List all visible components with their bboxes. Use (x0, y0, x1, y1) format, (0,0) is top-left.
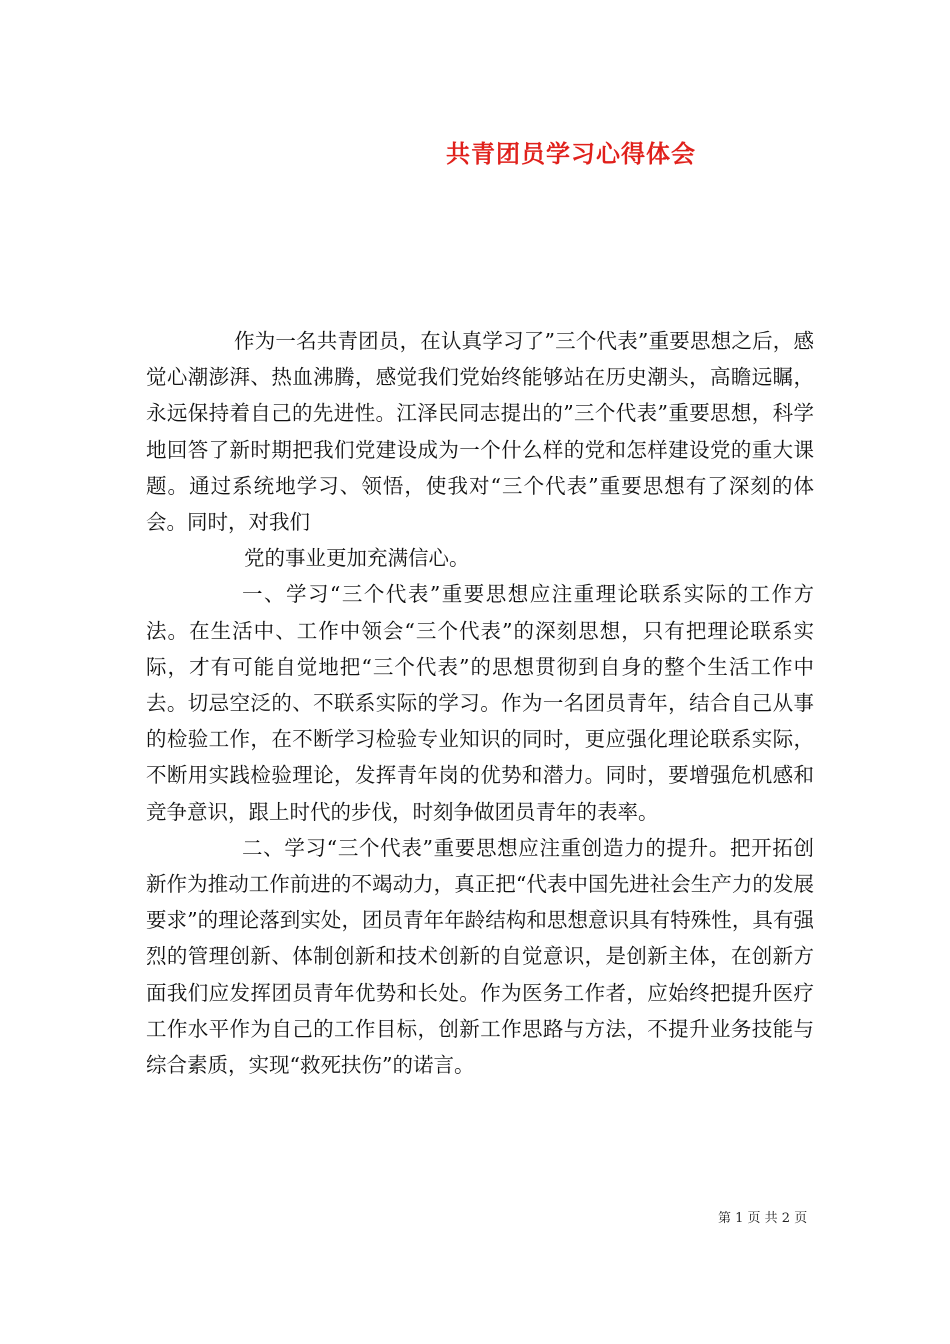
paragraph-point-one: 一、学习“三个代表”重要思想应注重理论联系实际的工作方法。在生活中、工作中领会“三个代表”的深刻思想，只有把理论联系实际，才有可能自觉地把“三个代表”的思想贯彻到自身的整个生活工作中去。切忌空泛的、不联系实际的学习。作为一名团员青年，结合自己从事的检验工作，在不断学习检验专业知识的同时，更应强化理论联系实际，不断用实践检验理论，发挥青年岗的优势和潜力。同时，要增强危机感和竞争意识，跟上时代的步伐，时刻争做团员青年的表率。 (146, 582, 814, 824)
page-indicator: 第 1 页 共 2 页 (718, 1211, 808, 1226)
title-text: 共青团员学习心得体会 (446, 139, 696, 168)
paragraph-point-two: 二、学习“三个代表”重要思想应注重创造力的提升。把开拓创新作为推动工作前进的不竭动力，真正把“代表中国先进社会生产力的发展要求”的理论落到实处，团员青年年龄结构和思想意识具有特殊性，具有强烈的管理创新、体制创新和技术创新的自觉意识，是创新主体，在创新方面我们应发挥团员青年优势和长处。作为医务工作者，应始终把提升医疗工作水平作为自己的工作目标，创新工作思路与方法，不提升业务技能与综合素质，实现“救死扶伤”的诺言。 (146, 835, 814, 1078)
paragraph-intro: 作为一名共青团员，在认真学习了”三个代表”重要思想之后，感觉心潮澎湃、热血沸腾，感觉我们党始终能够站在历史潮头，高瞻远瞩，永远保持着自己的先进性。江泽民同志提出的”三个代表”重要思想，科学地回答了新时期把我们党建设成为一个什么样的党和怎样建设党的重大课题。通过系统地学习、领悟，使我对“三个代表”重要思想有了深刻的体会。同时，对我们 (146, 329, 814, 535)
document-body (146, 323, 814, 1083)
paragraph-intro-continuation: 党的事业更加充满信心。 (244, 546, 470, 571)
